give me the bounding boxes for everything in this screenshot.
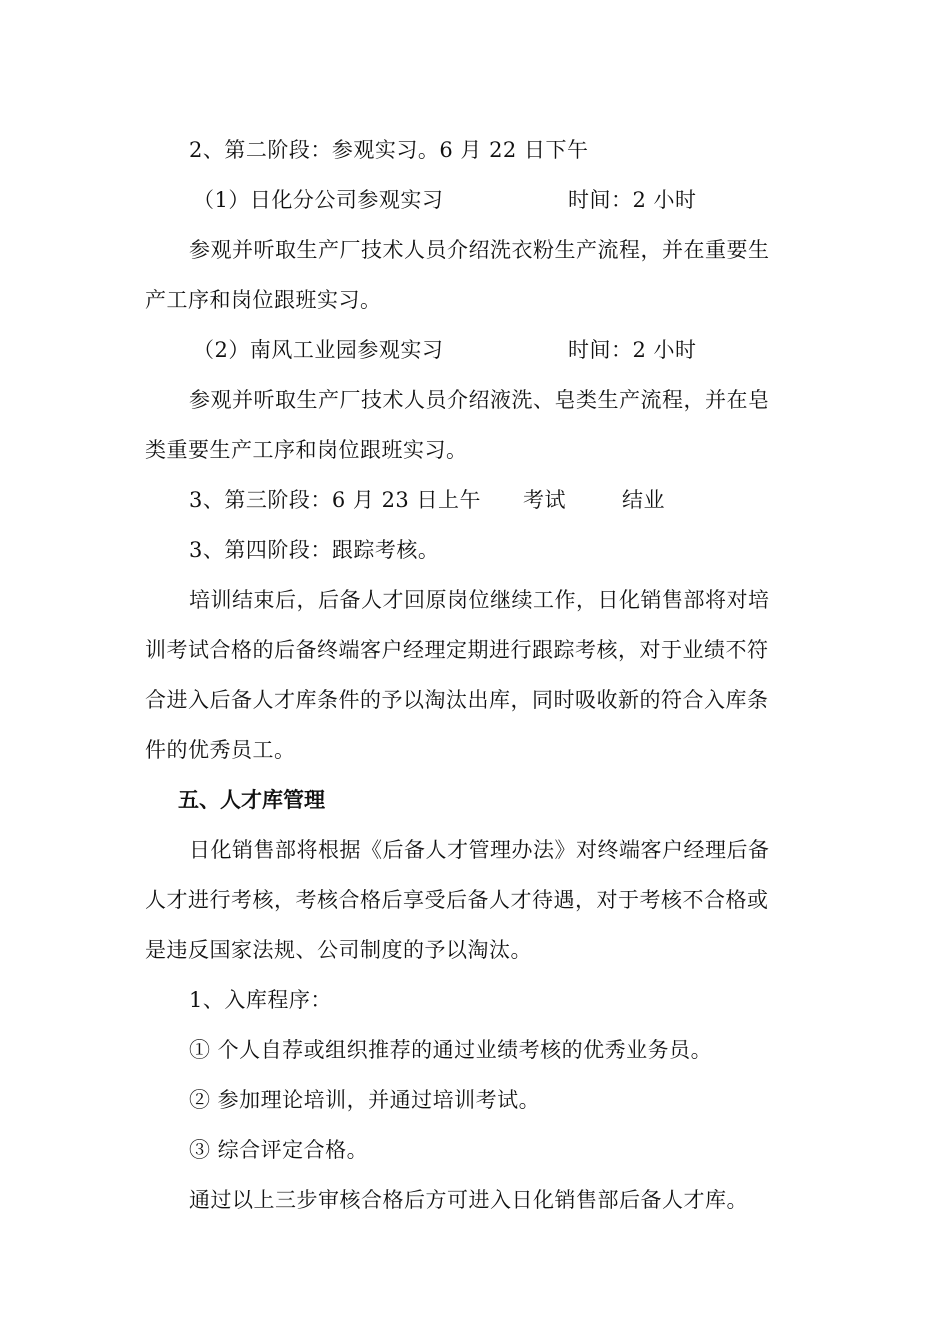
procedure-title: 1、入库程序： <box>189 988 332 1012</box>
stage-two-line: 2、第二阶段：参观实习。6 月 22 日下午 <box>189 138 589 162</box>
paragraph-line: 参观并听取生产厂技术人员介绍洗衣粉生产流程，并在重要生 <box>189 238 770 262</box>
paragraph-line: 训考试合格的后备终端客户经理定期进行跟踪考核，对于业绩不符 <box>145 638 769 662</box>
stage-three-label: 3、第三阶段：6 月 23 日上午 <box>189 488 481 512</box>
stage-three-line <box>189 486 665 514</box>
section-heading: 五、人才库管理 <box>178 788 325 812</box>
stage-three-exam: 考试 <box>522 488 566 512</box>
paragraph-line: 合进入后备人才库条件的予以淘汰出库，同时吸收新的符合入库条 <box>145 688 769 712</box>
visit-item-1 <box>193 186 443 214</box>
procedure-conclusion: 通过以上三步审核合格后方可进入日化销售部后备人才库。 <box>189 1188 748 1212</box>
paragraph-line: 人才进行考核，考核合格后享受后备人才待遇，对于考核不合格或 <box>145 888 769 912</box>
paragraph-line: 参观并听取生产厂技术人员介绍液洗、皂类生产流程，并在皂 <box>189 388 770 412</box>
procedure-step-2: ② 参加理论培训，并通过培训考试。 <box>189 1088 541 1112</box>
paragraph-line: 培训结束后，后备人才回原岗位继续工作，日化销售部将对培 <box>189 588 770 612</box>
stage-three-graduate: 结业 <box>621 488 665 512</box>
paragraph-line: 类重要生产工序和岗位跟班实习。 <box>145 438 468 462</box>
visit-item-2-title: （2）南风工业园参观实习 <box>193 338 444 362</box>
stage-four-line: 3、第四阶段：跟踪考核。 <box>189 538 440 562</box>
paragraph-line: 是违反国家法规、公司制度的予以淘汰。 <box>145 938 532 962</box>
paragraph-line: 产工序和岗位跟班实习。 <box>145 288 382 312</box>
paragraph-line: 日化销售部将根据《后备人才管理办法》对终端客户经理后备 <box>189 838 770 862</box>
visit-item-2-time: 时间：2 小时 <box>568 338 697 362</box>
procedure-step-1: ① 个人自荐或组织推荐的通过业绩考核的优秀业务员。 <box>189 1038 713 1062</box>
visit-item-2 <box>193 336 443 364</box>
visit-item-1-time: 时间：2 小时 <box>568 188 697 212</box>
visit-item-1-title: （1）日化分公司参观实习 <box>193 188 444 212</box>
procedure-step-3: ③ 综合评定合格。 <box>189 1138 369 1162</box>
paragraph-line: 件的优秀员工。 <box>145 738 296 762</box>
